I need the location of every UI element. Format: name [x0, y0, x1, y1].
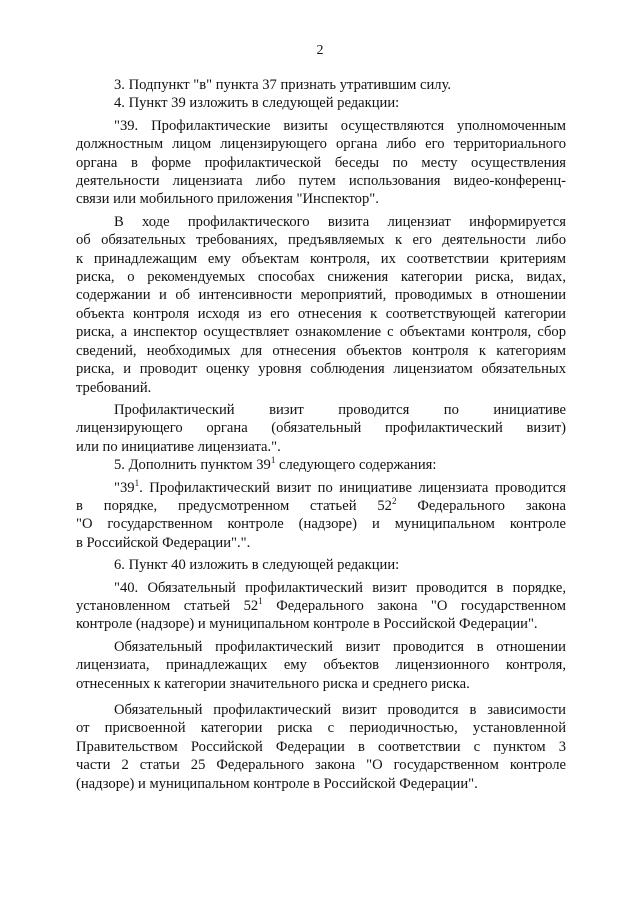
superscript: 1 [270, 455, 276, 466]
text-line: установленном статьей $52^1$ Федерального закона "О государственном [76, 596, 566, 614]
text-line: лицензирующего органа (обязательный профилактический визит) [76, 420, 566, 437]
point-39-paragraph-3 [76, 401, 566, 456]
item-5: 5. Дополнить пунктом $39^1$ следующего содержания: [114, 455, 437, 474]
text-line: к принадлежащим ему объектам контроля, их соответствии критериям [76, 250, 566, 267]
text-line: или по инициативе лицензиата.". [76, 438, 281, 455]
text-line: "40. Обязательный профилактический визит проводится в порядке, [114, 579, 566, 596]
text-line: части 2 статьи 25 Федерального закона "О государственном контроле [76, 757, 566, 774]
text-line: объекта контроля исходя из его отнесения к соответствующей категории [76, 305, 566, 322]
text-line: "39. Профилактические визиты осуществляются уполномоченным [114, 117, 566, 134]
text-line: органа в форме профилактической беседы по месту осуществления [76, 154, 566, 171]
superscript: 1 [134, 477, 140, 488]
superscript: 2 [391, 496, 397, 507]
text-line: контроле (надзоре) и муниципальном контроле в Российской Федерации". [76, 616, 538, 633]
point-40-paragraph-2 [76, 638, 566, 693]
point-40-paragraph-3 [76, 701, 566, 793]
item-6: 6. Пункт 40 изложить в следующей редакции: [114, 557, 400, 574]
text-line: "О государственном контроле (надзоре) и муниципальном контроле [76, 516, 566, 533]
superscript: 1 [258, 596, 263, 607]
text-line: риска, о рекомендуемых способах снижения категории риска, видах, [76, 269, 566, 286]
text-line: лицензиата, принадлежащих ему объектов лицензионного контроля, [76, 657, 566, 674]
text-line: об обязательных требованиях, предъявляемых к его деятельности либо [76, 232, 566, 249]
text-line: Правительством Российской Федерации в соответствии с пунктом 3 [76, 738, 566, 755]
text-line: В ходе профилактического визита лицензиат информируется [114, 213, 566, 230]
text-line: связи или мобильного приложения "Инспектор". [76, 191, 379, 208]
text-line: в порядке, предусмотренном статьей $52^2$ Федерального закона [76, 496, 566, 514]
page-number: 2 [316, 43, 324, 58]
text-line: Обязательный профилактический визит проводится в отношении [114, 638, 566, 655]
point-39-paragraph-1 [76, 117, 566, 209]
text-line: риска, а инспектор осуществляет ознакомление с объектами контроля, сбор [76, 324, 566, 341]
text-line: Обязательный профилактический визит проводится в зависимости [114, 702, 566, 718]
point-39-paragraph-2 [76, 213, 566, 397]
text-line: должностным лицом лицензирующего органа либо его территориального [76, 136, 566, 153]
text-line: содержании и об интенсивности мероприятий, проводимых в отношении [76, 287, 566, 304]
text-line: от присвоенной категории риска с периодичностью, установленной [76, 720, 566, 737]
text-line: (надзоре) и муниципальном контроле в Российской Федерации". [76, 775, 478, 792]
text-line: требований. [76, 379, 152, 396]
text-line: в Российской Федерации".". [76, 534, 251, 551]
text-line: риска, и проводит оценку уровня соблюдения лицензиатом обязательных [76, 361, 566, 378]
text-line: сведений, необходимых для отнесения объектов контроля к категориям [76, 342, 566, 359]
text-line: отнесенных к категории значительного риска и среднего риска. [76, 675, 470, 692]
text-line: "$39^1$. Профилактический визит по инициативе лицензиата проводится [114, 477, 566, 496]
item-4: 4. Пункт 39 изложить в следующей редакции: [114, 95, 400, 112]
document-body [76, 76, 566, 793]
text-line: Профилактический визит проводится по инициативе [114, 401, 566, 418]
point-40-paragraph-1 [76, 579, 566, 634]
text-line: деятельности лицензиата либо путем использования видео-конференц- [76, 173, 566, 190]
point-39-1-text [76, 479, 566, 553]
item-3: 3. Подпункт "в" пункта 37 признать утратившим силу. [114, 77, 452, 93]
